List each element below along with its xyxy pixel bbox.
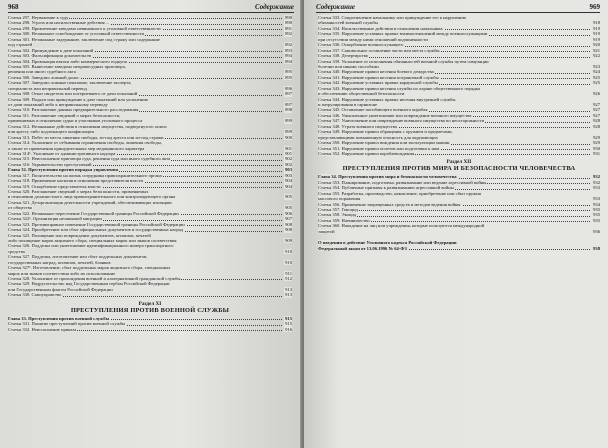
toc-entry-title: Статья 350. Нарушение правил вождения или эксплуатации машин: [318, 140, 450, 146]
toc-entry-page: 908: [285, 221, 292, 227]
toc-entry-title: Статья 300. Незаконное освобождение от уголовной ответственности: [8, 31, 144, 37]
toc-entry-page: 925: [593, 80, 600, 86]
toc-entry-page: 915: [285, 315, 292, 321]
toc-entry-page: 911: [285, 270, 292, 276]
toc-entry-title: от общества: [8, 205, 32, 211]
toc-entry-title: Статья 339. Уклонение от исполнения обязанностей военной службы путем симуляции: [318, 58, 489, 64]
toc-entry-title: Статья 328. Уклонение от прохождения военной и альтернативной гражданской службы: [8, 276, 181, 281]
toc-entry-page: 920: [593, 42, 600, 48]
toc-entry-page: 912: [285, 276, 292, 281]
toc-entry-page: 925: [593, 74, 600, 80]
toc-entry-page: 927: [593, 112, 600, 118]
leader-dots: [318, 216, 590, 217]
toc-entry-page: 907: [285, 216, 292, 222]
toc-entry-title: и патрулирования в гарнизоне: [318, 102, 378, 107]
toc-entry-title: государственных наград, штампов, печатей, бланков: [8, 259, 111, 265]
toc-entry-page: 910: [285, 259, 292, 265]
toc-entry-title: Статья 297. Неуважение к суду: [8, 15, 69, 20]
toc-entry-title: представляющими повышенную опасность для окружающих: [318, 134, 438, 140]
toc-entry-page: 894: [285, 53, 292, 59]
toc-entry-title: Статья 320. Разглашение сведений о мерах безопасности, применяемых: [8, 189, 149, 194]
toc-entry-title: или аресту либо подлежащего конфискации: [8, 129, 94, 135]
toc-entry-title: Глава 34. Преступления против мира и безопасности человечества: [318, 174, 457, 180]
toc-entry-page: 895: [285, 69, 292, 75]
toc-entry-page: 933: [593, 185, 600, 191]
toc-entry-title: Статья 303. Фальсификация доказательств: [8, 53, 92, 59]
toc-entry-title: Статья 359. Наемничество: [318, 217, 370, 223]
left-running-header: [8, 3, 294, 13]
toc-entry-title: Глава 33. Преступления против военной службы: [8, 315, 110, 321]
toc-entry-title: Статья 347. Уничтожение или повреждение военного имущества по неосторожности: [318, 118, 485, 124]
toc-entry-title: Статья 333. Сопротивление начальнику или принуждение его к нарушению: [318, 15, 467, 20]
toc-entry-title: Статья 341. Нарушение правил несения пограничной службы: [318, 74, 439, 80]
toc-entry-page: 923: [593, 63, 600, 69]
toc-entry-title: Статья 308. Отказ свидетеля или потерпевшего от дачи показаний: [8, 91, 138, 97]
toc-entry-page: 916: [285, 326, 292, 332]
toc-entry-page: 932: [593, 179, 600, 185]
toc-entry-page: 903: [285, 167, 292, 173]
section-heading: [8, 301, 292, 314]
toc-entry-title: Статья 319. Оскорбление представителя власти: [8, 183, 101, 189]
toc-entry: [318, 151, 600, 156]
toc-entry-page: 929: [593, 134, 600, 140]
left-toc-list: [8, 15, 292, 332]
section-heading: [318, 159, 600, 172]
toc-entry-page: 896: [285, 85, 292, 91]
toc-entry-page: 902: [285, 161, 292, 167]
toc-appendix-entry: [318, 246, 600, 251]
toc-entry-title: либо похищение марок акцизного сбора, специальных марок или знаков соответствия: [8, 237, 177, 243]
toc-entry-title: Статья 305. Вынесение заведомо неправосудных приговора,: [8, 63, 126, 69]
toc-entry-page: 919: [593, 25, 600, 31]
toc-entry-page: 938: [593, 245, 600, 251]
toc-entry-title: обязанностей военной службы: [318, 20, 378, 26]
toc-entry-page: 927: [593, 102, 600, 107]
toc-entry-page: 902: [285, 156, 292, 162]
toc-entry-title: Статья 323. Противоправное изменение Государственной границы Российской Федерации: [8, 221, 185, 227]
toc-entry-page: 921: [593, 47, 600, 53]
toc-entry-page: 935: [593, 207, 600, 212]
right-header-title: Содержание: [316, 3, 355, 11]
toc-entry-title: Статья 324. Приобретение или сбыт официальных документов и государственных наград: [8, 227, 184, 233]
toc-entry-page: 928: [593, 118, 600, 124]
toc-entry-page: 929: [593, 140, 600, 146]
toc-entry-page: 903: [285, 172, 292, 178]
toc-entry-page: 901: [285, 150, 292, 156]
toc-entry-title: Статья 356. Применение запрещенных средств и методов ведения войны: [318, 201, 461, 207]
toc-entry-title: применяемых в отношении судьи и участников уголовного процесса: [8, 118, 143, 124]
toc-entry-page: 897: [285, 91, 292, 97]
toc-entry-page: 895: [285, 74, 292, 80]
toc-entry-title: Статья 353. Планирование, подготовка, развязывание или ведение агрессивной войны: [318, 179, 487, 185]
toc-entry-page: 904: [285, 183, 292, 189]
toc-entry-page: 930: [593, 145, 600, 151]
toc-entry-title: специалиста или неправильный перевод: [8, 85, 87, 91]
toc-entry-title: Статья 322¹. Организация незаконной миграции: [8, 216, 102, 222]
toc-entry-title: Статья 316. Укрывательство преступлений: [8, 161, 92, 167]
toc-entry-page: 922: [593, 53, 600, 59]
toc-entry-page: 935: [593, 217, 600, 223]
toc-entry-title: Статья 321. Дезорганизация деятельности учреждений, обеспечивающих изоляцию: [8, 199, 172, 205]
toc-entry-page: 894: [285, 58, 292, 64]
toc-entry-title: Статья 332. Неисполнение приказа: [8, 326, 77, 332]
toc-entry-title: Статья 315. Неисполнение приговора суда, решения суда или иного судебного акта: [8, 156, 171, 162]
toc-entry-title: Статья 314¹. Уклонение от административного надзора: [8, 150, 116, 156]
toc-entry-title: Статья 351. Нарушение правил полетов или подготовки к ним: [318, 145, 440, 151]
toc-entry-page: 899: [285, 129, 292, 135]
toc-entry-title: Статья 330. Самоуправство: [8, 292, 62, 298]
toc-entry-page: 899: [285, 118, 292, 124]
toc-entry-title: Статья 314. Уклонение от отбывания ограничения свободы, лишения свободы,: [8, 140, 162, 146]
toc-entry-title: Статья 327¹. Изготовление, сбыт поддельных марок акцизного сбора, специальных: [8, 265, 171, 271]
toc-entry-page: 931: [593, 150, 600, 156]
toc-entry-title: Статья 313. Побег из места лишения свободы, из-под ареста или из-под стражи: [8, 134, 164, 140]
toc-entry-title: марок или знаков соответствия либо их использование: [8, 270, 116, 276]
toc-entry-page: 905: [285, 194, 292, 200]
toc-entry-page: 905: [285, 205, 292, 211]
toc-entry-title: Статья 337. Самовольное оставление части или места службы: [318, 47, 440, 53]
toc-entry-title: Статья 307. Заведомо ложные показание, заключение эксперта,: [8, 80, 132, 86]
section-number: Раздел XI: [138, 300, 162, 307]
toc-entry-page: 918: [593, 20, 600, 26]
toc-entry-title: Статья 342. Нарушение уставных правил караульной службы: [318, 80, 438, 86]
toc-entry-title: Статья 317. Посягательство на жизнь сотрудника правоохранительного органа: [8, 172, 162, 178]
toc-entry-title: Статья 311. Разглашение сведений о мерах безопасности,: [8, 112, 121, 118]
toc-entry-page: 933: [593, 196, 600, 202]
toc-entry-title: Статья 349. Нарушение правил обращения с оружием и предметами,: [318, 129, 453, 135]
toc-entry-title: Статья 357. Геноцид: [318, 207, 358, 212]
left-page: [0, 0, 302, 448]
toc-entry-title: от дачи показаний либо к неправильному переводу: [8, 102, 108, 107]
toc-entry-page: 890: [285, 20, 292, 26]
toc-entry: [8, 327, 292, 332]
toc-entry-title: Статья 298. Угроза или насильственные действия ...: [8, 20, 110, 26]
toc-entry-title: Глава 32. Преступления против порядка управления: [8, 167, 118, 173]
toc-entry-title: Статья 344. Нарушение уставных правил несения внутренней службы: [318, 96, 456, 102]
toc-entry-title: Статья 343. Нарушение правил несения службы по охране общественного порядка: [318, 85, 481, 91]
toc-entry-title: решения или иного судебного акта: [8, 69, 76, 75]
right-page: [304, 0, 608, 448]
toc-entry-title: Статья 327. Подделка, изготовление или сбыт поддельных документов,: [8, 254, 148, 260]
toc-entry-page: 892: [285, 31, 292, 37]
toc-entry-page: 932: [593, 174, 600, 180]
toc-entry-title: Статья 304. Провокация взятки либо коммерческого подкупа: [8, 58, 127, 64]
toc-entry-title: Статья 331. Понятие преступлений против военной службы: [8, 321, 126, 327]
toc-entry-title: Статья 358. Экоцид: [318, 212, 357, 218]
toc-entry-title: О введении в действие Уголовного кодекса Российской Федерации: [318, 240, 457, 246]
toc-entry-page: 915: [285, 321, 292, 327]
toc-entry-title: Статья 302. Принуждение к даче показаний: [8, 47, 94, 53]
toc-entry-title: защитой: [318, 228, 335, 234]
right-toc-list: [318, 15, 600, 251]
section-title: ПРЕСТУПЛЕНИЯ ПРОТИВ ВОЕННОЙ СЛУЖБЫ: [70, 306, 230, 314]
toc-entry-page: 910: [285, 248, 292, 254]
toc-entry-title: Статья 312. Незаконные действия в отношении имущества, подвергнутого описи: [8, 123, 167, 129]
toc-entry-title: в отношении должностного лица правоохранительного или контролирующего органа: [8, 194, 176, 200]
toc-entry-page: 919: [593, 36, 600, 42]
toc-entry-page: 927: [593, 107, 600, 113]
toc-entry-title: болезни или иными способами: [318, 63, 379, 69]
toc-entry-title: Статья 336. Оскорбление военнослужащего: [318, 42, 404, 48]
toc-entry-title: Статья 345. Оставление погибающего военного корабля: [318, 107, 428, 113]
toc-entry-title: Статья 325. Похищение или повреждение документов, штампов, печатей: [8, 232, 151, 238]
toc-entry-title: Статья 306. Заведомо ложный донос: [8, 74, 80, 80]
toc-entry-title: Федеральный закон от 13.06.1996 № 64-ФЗ: [318, 245, 407, 251]
toc-entry-title: Статья 335. Нарушение уставных правил взаимоотношений между военнослужащими: [318, 31, 488, 37]
toc-entry-page: 898: [285, 107, 292, 113]
toc-entry-title: Статья 322. Незаконное пересечение Государственной границы Российской Федерации: [8, 210, 179, 216]
toc-entry-title: Статья 352. Нарушение правил кораблевождения: [318, 150, 415, 156]
toc-entry-page: 926: [593, 91, 600, 97]
section-number: Раздел XII: [446, 159, 472, 166]
toc-entry-title: Статья 360. Нападение на лиц или учреждения, которые пользуются международной: [318, 223, 485, 229]
toc-entry-title: Статья 299. Привлечение заведомо невиновного к уголовной ответственности: [8, 25, 161, 31]
toc-entry-page: 901: [285, 145, 292, 151]
toc-entry-page: 891: [285, 25, 292, 31]
toc-entry-title: и обеспечению общественной безопасности: [318, 91, 405, 97]
toc-entry: [318, 229, 600, 234]
toc-entry-page: 934: [593, 201, 600, 207]
toc-entry-title: Статья 301. Незаконные задержание, заключение под стражу или содержание: [8, 36, 160, 42]
toc-entry-page: 936: [593, 228, 600, 234]
toc-entry-title: массового поражения: [318, 196, 361, 202]
toc-entry-page: 893: [285, 47, 292, 53]
toc-entry-title: Статья 340. Нарушение правил несения боевого дежурства: [318, 69, 434, 75]
toc-entry-title: Статья 326. Подделка или уничтожение идентификационного номера транспортного: [8, 243, 174, 249]
toc-entry-page: 897: [285, 102, 292, 107]
left-header-title: Содержание: [255, 3, 294, 11]
toc-entry-page: 919: [593, 31, 600, 37]
toc-entry-title: Статья 355. Разработка, производство, накопление, приобретение или сбыт оружия: [318, 190, 481, 196]
toc-entry-page: 913: [285, 286, 292, 292]
toc-entry-page: 913: [285, 292, 292, 298]
right-running-header: [316, 3, 600, 13]
toc-entry-title: Статья 309. Подкуп или принуждение к даче показаний или уклонению: [8, 96, 149, 102]
toc-entry-page: 924: [593, 69, 600, 75]
toc-entry-title: под стражей: [8, 42, 33, 48]
toc-entry-title: Статья 334. Насильственные действия в отношении начальника: [318, 25, 443, 31]
section-title: ПРЕСТУПЛЕНИЯ ПРОТИВ МИРА И БЕЗОПАСНОСТИ ЧЕЛОВЕЧЕСТВА: [342, 165, 576, 173]
left-page-number: 968: [8, 3, 19, 11]
toc-entry-page: 935: [593, 212, 600, 218]
toc-entry-title: или Государственным флагом Российской Федерации: [8, 286, 113, 292]
toc-entry-page: 892: [285, 42, 292, 48]
toc-entry-page: 904: [285, 178, 292, 184]
toc-entry-title: Статья 329. Надругательство над Государственным гербом Российской Федерации: [8, 281, 170, 287]
toc-entry-page: 909: [285, 237, 292, 243]
toc-entry-page: 928: [593, 123, 600, 129]
toc-entry-title: средства: [8, 248, 25, 254]
toc-entry-title: Статья 354. Публичные призывы к развязыванию агрессивной войны: [318, 185, 454, 191]
toc-entry-title: Статья 346. Умышленное уничтожение или повреждение военного имущества: [318, 112, 472, 118]
toc-entry-page: 906: [285, 210, 292, 216]
toc-entry-title: а также от применения принудительных мер медицинского характера: [8, 145, 145, 151]
toc-entry-title: Статья 318. Применение насилия в отношении представителя власти: [8, 178, 143, 184]
toc-entry-title: Статья 338. Дезертирство: [318, 53, 369, 59]
toc-entry-title: при отсутствии между ними отношений подчиненности: [318, 36, 428, 42]
toc-entry-page: 908: [285, 227, 292, 233]
right-page-number: 969: [589, 3, 600, 11]
toc-entry-page: 900: [285, 134, 292, 140]
toc-entry-title: Статья 348. Утрата военного имущества: [318, 123, 397, 129]
toc-entry-page: 890: [285, 15, 292, 20]
toc-entry: [8, 292, 292, 297]
toc-entry-title: Статья 310. Разглашение данных предварительного расследования: [8, 107, 139, 113]
